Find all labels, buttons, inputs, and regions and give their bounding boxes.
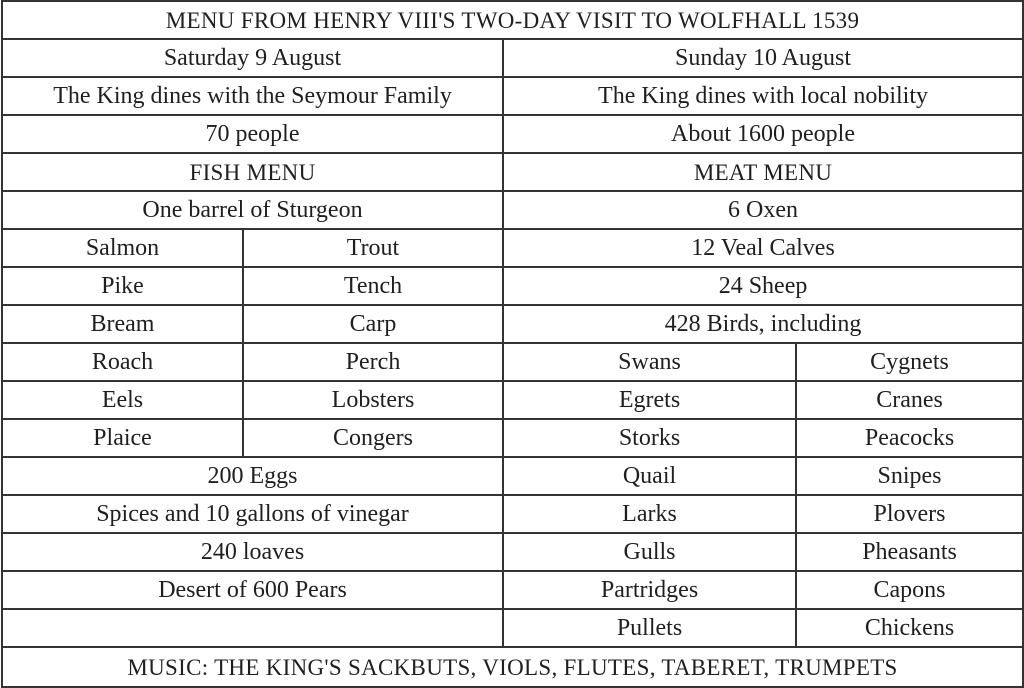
- bird-item: Cranes: [796, 381, 1023, 419]
- bird-item: Swans: [503, 343, 796, 381]
- sunday-diners: The King dines with local nobility: [503, 77, 1023, 115]
- diners-row: [2, 77, 1023, 115]
- bird-item: Chickens: [796, 609, 1023, 647]
- music-row: [2, 647, 1023, 687]
- extra-item: Spices and 10 gallons of vinegar: [2, 495, 503, 533]
- fish-menu-heading: FISH MENU: [2, 153, 503, 191]
- bird-item: Quail: [503, 457, 796, 495]
- menu-row: [2, 229, 1023, 267]
- fish-item: Plaice: [2, 419, 243, 457]
- menu-row: [2, 343, 1023, 381]
- bird-item: Larks: [503, 495, 796, 533]
- meat-item: 428 Birds, including: [503, 305, 1023, 343]
- fish-item: Eels: [2, 381, 243, 419]
- bird-item: Pheasants: [796, 533, 1023, 571]
- fish-item: Salmon: [2, 229, 243, 267]
- sunday-count: About 1600 people: [503, 115, 1023, 153]
- bird-item: Storks: [503, 419, 796, 457]
- fish-item: Pike: [2, 267, 243, 305]
- bird-item: Snipes: [796, 457, 1023, 495]
- bird-item: Plovers: [796, 495, 1023, 533]
- bird-item: Gulls: [503, 533, 796, 571]
- meat-item: 12 Veal Calves: [503, 229, 1023, 267]
- saturday-diners: The King dines with the Seymour Family: [2, 77, 503, 115]
- bird-item: Cygnets: [796, 343, 1023, 381]
- saturday-count: 70 people: [2, 115, 503, 153]
- menu-row: [2, 571, 1023, 609]
- fish-item: Lobsters: [243, 381, 503, 419]
- meat-item: 24 Sheep: [503, 267, 1023, 305]
- bird-item: Egrets: [503, 381, 796, 419]
- menu-row: [2, 191, 1023, 229]
- bird-item: Capons: [796, 571, 1023, 609]
- menu-row: [2, 267, 1023, 305]
- extra-item: 240 loaves: [2, 533, 503, 571]
- extra-item: Desert of 600 Pears: [2, 571, 503, 609]
- menu-title: MENU FROM HENRY VIII'S TWO-DAY VISIT TO WOLFHALL 1539: [2, 1, 1023, 39]
- meat-item: 6 Oxen: [503, 191, 1023, 229]
- menu-row: [2, 609, 1023, 647]
- sturgeon-item: One barrel of Sturgeon: [2, 191, 503, 229]
- music-line: MUSIC: THE KING'S SACKBUTS, VIOLS, FLUTES, TABERET, TRUMPETS: [2, 647, 1023, 687]
- menu-row: [2, 305, 1023, 343]
- menu-row: [2, 495, 1023, 533]
- fish-item: Roach: [2, 343, 243, 381]
- count-row: [2, 115, 1023, 153]
- bird-item: Partridges: [503, 571, 796, 609]
- menu-row: [2, 457, 1023, 495]
- meat-menu-heading: MEAT MENU: [503, 153, 1023, 191]
- menu-row: [2, 419, 1023, 457]
- fish-item: Bream: [2, 305, 243, 343]
- saturday-date: Saturday 9 August: [2, 39, 503, 77]
- bird-item: Pullets: [503, 609, 796, 647]
- fish-item: Trout: [243, 229, 503, 267]
- fish-item: Congers: [243, 419, 503, 457]
- menu-row: [2, 533, 1023, 571]
- wolfhall-menu-table: [1, 0, 1024, 688]
- menu-row: [2, 381, 1023, 419]
- bird-item: Peacocks: [796, 419, 1023, 457]
- extra-item: 200 Eggs: [2, 457, 503, 495]
- fish-item: Perch: [243, 343, 503, 381]
- menu-heading-row: [2, 153, 1023, 191]
- fish-item: Carp: [243, 305, 503, 343]
- empty-cell: [2, 609, 503, 647]
- date-row: [2, 39, 1023, 77]
- title-row: [2, 1, 1023, 39]
- fish-item: Tench: [243, 267, 503, 305]
- sunday-date: Sunday 10 August: [503, 39, 1023, 77]
